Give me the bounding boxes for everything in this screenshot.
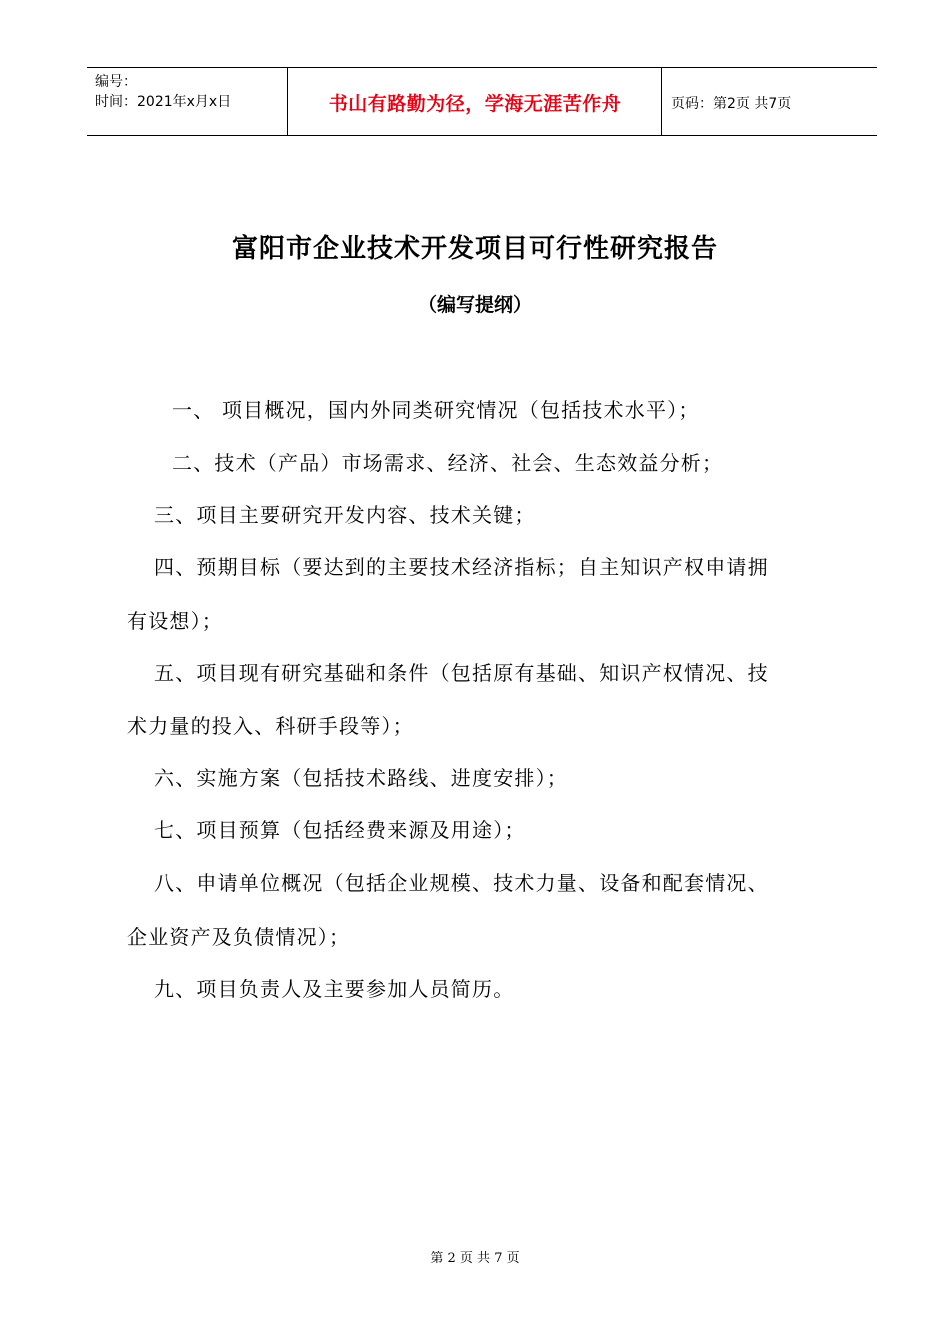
header-table [87,67,877,136]
document-subtitle: （编写提纲） [417,294,532,316]
document-title: 富阳市企业技术开发项目可行性研究报告 [231,234,718,264]
outline-item-8-cont: 企业资产及负债情况）； [127,925,351,949]
outline-item-3: 三、项目主要研究开发内容、技术关键； [154,503,536,527]
time-label: 时间：2021年x月x日 [95,94,232,110]
header-page-info: 页码：第2页 共7页 [671,95,792,112]
outline-item-4-cont: 有设想）； [127,609,223,633]
header-divider-left [287,68,288,135]
header-divider-right [661,68,662,135]
outline-item-1: 一、 项目概况，国内外同类研究情况（包括技术水平）； [172,398,700,422]
outline-item-2: 二、技术（产品）市场需求、经济、社会、生态效益分析； [172,451,724,475]
outline-item-4: 四、预期目标（要达到的主要技术经济指标；自主知识产权申请拥 [154,555,769,579]
outline-item-7: 七、项目预算（包括经费来源及用途）； [154,818,526,842]
outline-item-5: 五、项目现有研究基础和条件（包括原有基础、知识产权情况、技 [154,661,769,685]
header-meta [95,72,231,112]
header-motto: 书山有路勤为径，学海无涯苦作舟 [328,93,622,115]
page-footer: 第 2 页 共 7 页 [430,1251,520,1266]
outline-item-8: 八、申请单位概况（包括企业规模、技术力量、设备和配套情况、 [154,871,769,895]
outline-item-5-cont: 术力量的投入、科研手段等）； [127,714,414,738]
outline-item-6: 六、实施方案（包括技术路线、进度安排）； [154,766,568,790]
outline-item-9: 九、项目负责人及主要参加人员简历。 [154,977,515,1001]
number-label: 编号： [95,74,137,90]
